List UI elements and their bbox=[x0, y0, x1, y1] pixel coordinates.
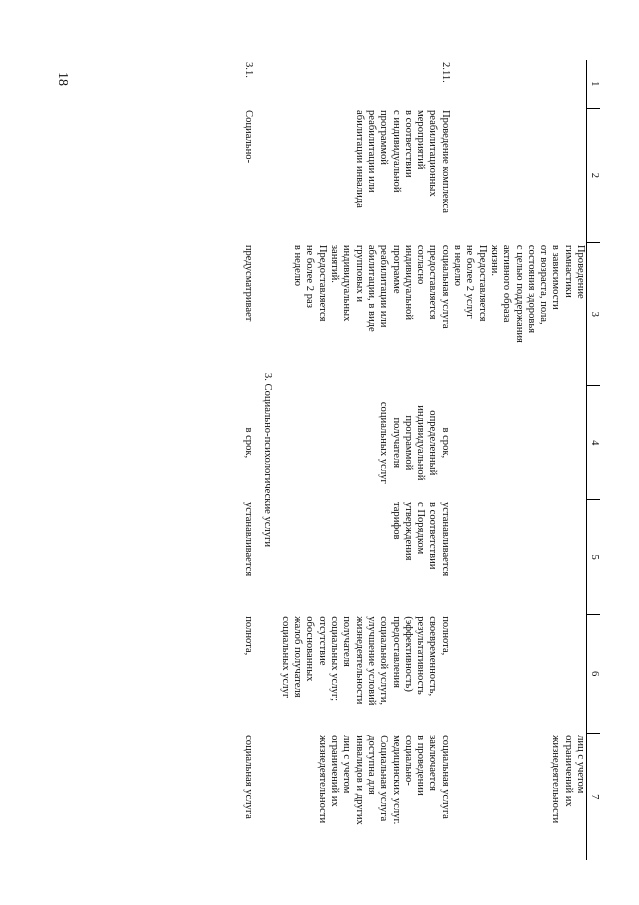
table-row bbox=[451, 60, 587, 860]
row-number-cell bbox=[451, 60, 587, 108]
column-header-5: 5 bbox=[587, 500, 601, 614]
column-header-4: 4 bbox=[587, 386, 601, 500]
column-number-row bbox=[587, 60, 601, 860]
column-header-1: 1 bbox=[587, 60, 601, 108]
service-term-cell: в срок, bbox=[243, 427, 255, 459]
row-number-cell: 3.1. bbox=[243, 62, 255, 78]
services-table bbox=[242, 60, 600, 860]
service-description-cell: Проведение гимнастики в зависимости от возраста, пола, состояния здоровья с целью поддержания активного образа жизни. Предоставляется не более 2 услуг в неделю bbox=[452, 244, 586, 343]
service-quality-cell: полнота, своевременность, результативность (эффективность) предоставления социальной услуги, улучшение условий жизнедеятельности получателя социальных услуг; отсутствие обоснованных жалоб получателя социальных услуг bbox=[279, 616, 451, 706]
service-description-cell: социальная услуга предоставляется согласно индивидуальной программе реабилитации или абилитации, в виде групповых и индивидуальных занятий. Предоставляется не более 2 раз в неделю bbox=[292, 244, 451, 332]
service-quality-cell: полнота, bbox=[243, 616, 255, 656]
service-cost-cell: устанавливается в соответствии с Порядком утверждения тарифов bbox=[390, 501, 451, 577]
service-term-cell bbox=[451, 386, 587, 500]
service-cost-cell: устанавливается bbox=[243, 501, 255, 577]
service-description-cell: предусматривает bbox=[243, 244, 255, 322]
table-row bbox=[242, 60, 254, 860]
service-conditions-cell: лиц с учетом ограничений их жизнедеятельности bbox=[550, 735, 586, 824]
row-number-cell: 2.11. bbox=[439, 62, 451, 83]
service-name-cell: Социально- bbox=[243, 110, 255, 164]
service-conditions-cell: социальная услуга bbox=[243, 735, 255, 819]
service-quality-cell bbox=[451, 614, 587, 733]
service-conditions-cell: социальная услуга заключается в проведении социально- медицинских услуг. Социальная услуга доступна для инвалидов и других лиц с учетом ограничений их жизнедеятельности bbox=[316, 735, 451, 825]
service-name-cell bbox=[451, 108, 587, 243]
service-name-cell: Проведение комплекса реабилитационных мероприятий в соответствии с индивидуальной программой реабилитации или абилитации инвалида bbox=[353, 110, 451, 214]
column-header-7: 7 bbox=[587, 733, 601, 860]
service-term-cell: в срок, определенный индивидуальной программой получателя социальных услуг bbox=[378, 401, 451, 484]
rotated-table-container bbox=[130, 60, 600, 860]
section-heading-row bbox=[254, 60, 278, 860]
service-cost-cell bbox=[451, 500, 587, 614]
table-row bbox=[279, 60, 451, 860]
page-number: 18 bbox=[55, 72, 70, 86]
section-title: 3. Социально-психологические услуги bbox=[261, 372, 273, 548]
column-header-6: 6 bbox=[587, 614, 601, 733]
column-header-3: 3 bbox=[587, 243, 601, 386]
column-header-2: 2 bbox=[587, 108, 601, 243]
